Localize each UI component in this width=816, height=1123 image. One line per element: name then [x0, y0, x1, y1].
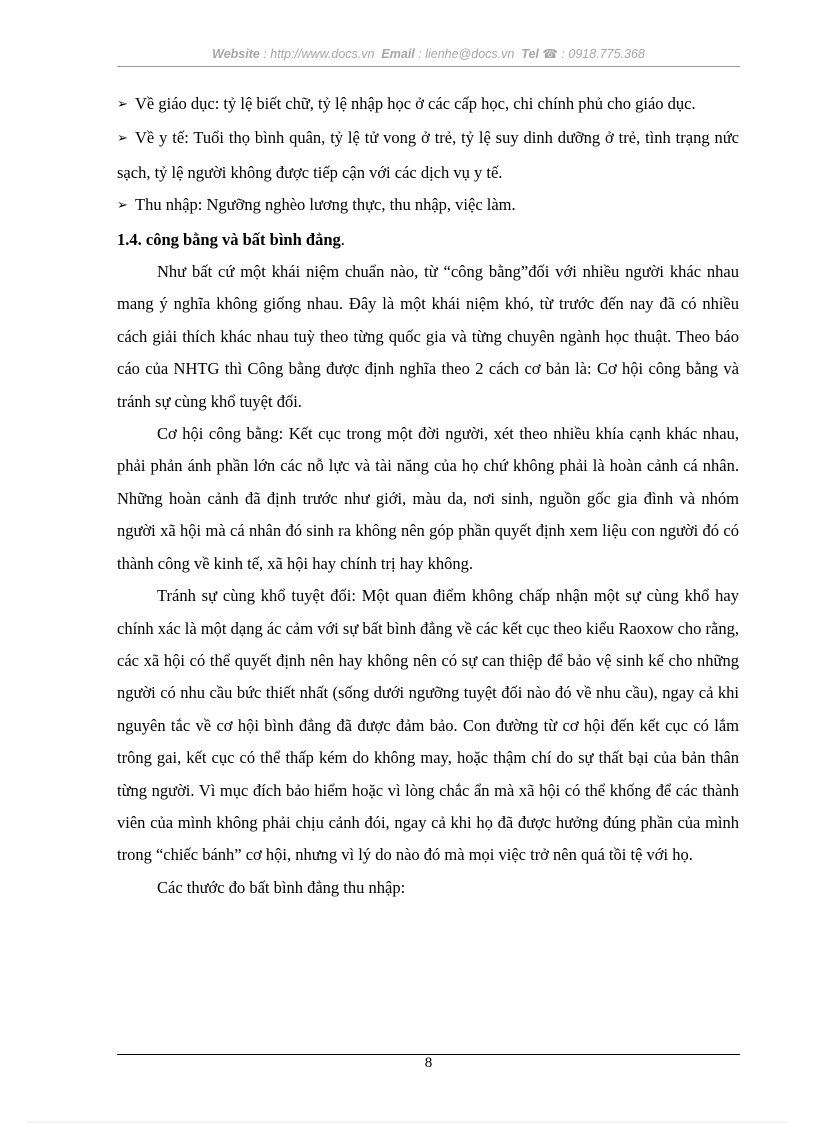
website-label: Website: [212, 47, 260, 61]
bullet-health: [117, 122, 739, 189]
paragraph-equity-definition: Như bất cứ một khái niệm chuẩn nào, từ “công bằng”đối với nhiều người khác nhau mang ý nghĩa không giống nhau. Đây là một khái niệm khó, từ trước đến nay đã có nhiều cách giải thích khác nhau tuỳ theo từng quốc gia và từng chuyên ngành học thuật. Theo báo cáo của NHTG thì Công bằng được định nghĩa theo 2 cách cơ bản là: Cơ hội công bằng và tránh sự cùng khổ tuyệt đối.: [117, 262, 739, 411]
bullet-text: Về y tế: Tuổi thọ bình quân, tỷ lệ tử vong ở trẻ, tỷ lệ suy dinh dưỡng ở trẻ, tình trạng nức sạch, tỷ lệ người không được tiếp cận với các dịch vụ y tế.: [117, 128, 739, 182]
email-label: Email: [381, 47, 415, 61]
page-header: [117, 46, 740, 61]
arrow-bullet-icon: ➢: [117, 198, 128, 214]
tel-number: : 0918.775.368: [557, 47, 645, 61]
paragraph-equal-opportunity: Cơ hội công bằng: Kết cục trong một đời người, xét theo nhiều khía cạnh khác nhau, phải phản ánh phần lớn các nỗ lực và tài năng của họ chứ không phải là hoàn cảnh cá nhân. Những hoàn cảnh đã định trước như giới, màu da, nơi sinh, nguồn gốc gia đình và nhóm người xã hội mà cá nhân đó sinh ra không nên góp phần quyết định xem liệu con người đó có thành công về kinh tế, xã hội hay chính trị hay không.: [117, 424, 739, 573]
paragraph-avoid-deprivation: Tránh sự cùng khổ tuyệt đối: Một quan điểm không chấp nhận một sự cùng khổ hay chính xác là một dạng ác cảm với sự bất bình đẳng về các kết cục theo kiểu Raoxow cho rằng, các xã hội có thể quyết định nên hay không nên có sự can thiệp để bảo vệ sinh kế cho những người có nhu cầu bức thiết nhất (sống dưới ngưỡng tuyệt đối nào đó về nhu cầu), ngay cả khi nguyên tắc về cơ hội bình đẳng đã được đảm bảo. Con đường từ cơ hội đến kết cục có lắm trông gai, kết cục có thể thấp kém do không may, hoặc thậm chí do sự thất bại của bản thân từng người. Vì mục đích bảo hiểm hoặc vì lòng chắc ẩn mà xã hội có thể khống để các thành viên của mình không phải chịu cảnh đói, ngay cả khi họ đã được hưởng đúng phần của mình trong “chiếc bánh” cơ hội, nhưng vì lý do nào đó mà mọi việc trở nên quá tồi tệ với họ.: [117, 586, 739, 865]
bullet-text: Về giáo dục: tỷ lệ biết chữ, tỷ lệ nhập học ở các cấp học, chi chính phủ cho giáo dục.: [135, 94, 696, 113]
page-number: 8: [424, 1055, 433, 1071]
bullet-income: [117, 189, 739, 223]
arrow-bullet-icon: ➢: [117, 131, 128, 147]
phone-icon: ☎: [542, 47, 558, 61]
arrow-bullet-icon: ➢: [117, 97, 128, 112]
section-heading: [117, 224, 739, 256]
website-url: : http://www.docs.vn: [259, 47, 375, 61]
bullet-text: Thu nhập: Ngưỡng nghèo lương thực, thu nhập, việc làm.: [135, 195, 516, 215]
header-divider: [117, 66, 740, 67]
section-heading-text: 1.4. công bằng và bất bình đẳng: [117, 229, 341, 249]
email-address: : lienhe@docs.vn: [414, 47, 515, 61]
bullet-education: [117, 88, 739, 122]
section-heading-period: .: [340, 229, 345, 249]
paragraph-inequality-measures: Các thước đo bất bình đẳng thu nhập:: [157, 877, 406, 897]
document-body: [117, 88, 739, 904]
tel-label: Tel: [521, 47, 539, 61]
